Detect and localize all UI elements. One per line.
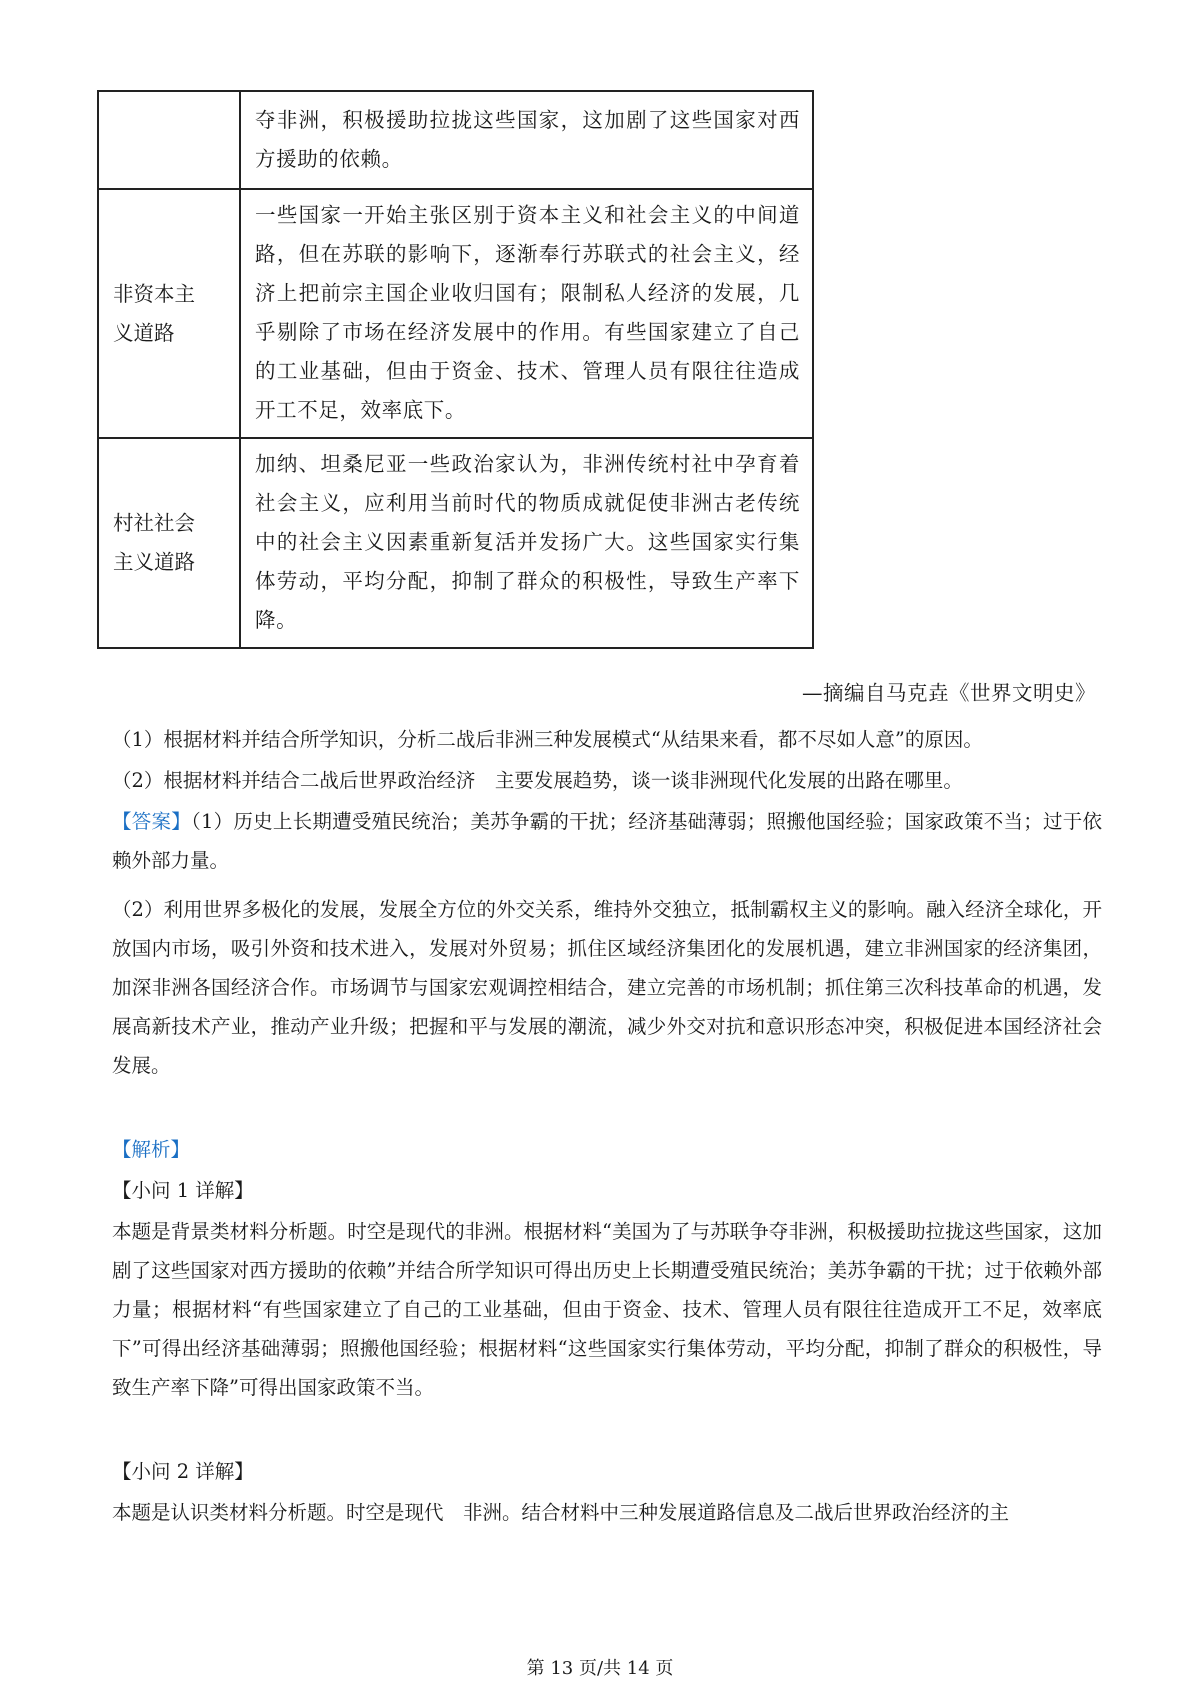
row-text: 一些国家一开始主张区别于资本主义和社会主义的中间道路，但在苏联的影响下，逐渐奉行苏联式的社会主义，经济上把前宗主国企业收归国有；限制私人经济的发展，几乎剔除了市场在经济发展中的作用。有些国家建立了自己的工业基础，但由于资金、技术、管理人员有限往往造成开工不足，效率底下。 [240, 189, 813, 438]
page-footer: 第 13 页/共 14 页 [526, 1658, 674, 1679]
row-label: 非资本主义道路 [98, 189, 240, 438]
question-1: （1）根据材料并结合所学知识，分析二战后非洲三种发展模式“从结果来看，都不尽如人意”的原因。 [112, 728, 983, 751]
subquestion-2-title: 【小问 2 详解】 [112, 1460, 254, 1483]
row-label [98, 91, 240, 189]
table-row [98, 91, 813, 189]
table-row [98, 189, 813, 438]
answer-text-1: （1）历史上长期遭受殖民统治；美苏争霸的干扰；经济基础薄弱；照搬他国经验；国家政策不当；过于依赖外部力量。 [112, 810, 1102, 872]
source-citation: —摘编自马克垚《世界文明史》 [802, 681, 1096, 705]
material-table [97, 90, 814, 649]
subquestion-1-text: 本题是背景类材料分析题。时空是现代的非洲。根据材料“美国为了与苏联争夺非洲，积极援助拉拢这些国家，这加剧了这些国家对西方援助的依赖”并结合所学知识可得出历史上长期遭受殖民统治；美苏争霸的干扰；过于依赖外部力量；根据材料“有些国家建立了自己的工业基础，但由于资金、技术、管理人员有限往往造成开工不足，效率底下”可得出经济基础薄弱；照搬他国经验；根据材料“这些国家实行集体劳动，平均分配，抑制了群众的积极性，导致生产率下降”可得出国家政策不当。 [112, 1220, 1102, 1399]
analysis-tag: 【解析】 [112, 1138, 191, 1161]
row-label: 村社社会主义道路 [98, 438, 240, 648]
table-row [98, 438, 813, 648]
row-text: 夺非洲，积极援助拉拢这些国家，这加剧了这些国家对西方援助的依赖。 [240, 91, 813, 189]
answer-part-2: （2）利用世界多极化的发展，发展全方位的外交关系，维持外交独立，抵制霸权主义的影响。融入经济全球化，开放国内市场，吸引外资和技术进入，发展对外贸易；抓住区域经济集团化的发展机遇，建立非洲国家的经济集团，加深非洲各国经济合作。市场调节与国家宏观调控相结合，建立完善的市场机制；抓住第三次科技革命的机遇，发展高新技术产业，推动产业升级；把握和平与发展的潮流，减少外交对抗和意识形态冲突，积极促进本国经济社会发展。 [112, 898, 1102, 1077]
subquestion-1-title: 【小问 1 详解】 [112, 1179, 254, 1202]
question-2: （2）根据材料并结合二战后世界政治经济 主要发展趋势，谈一谈非洲现代化发展的出路在哪里。 [112, 769, 963, 792]
subquestion-2-text: 本题是认识类材料分析题。时空是现代 非洲。结合材料中三种发展道路信息及二战后世界政治经济的主 [112, 1501, 1010, 1524]
row-text: 加纳、坦桑尼亚一些政治家认为，非洲传统村社中孕育着社会主义，应利用当前时代的物质成就促使非洲古老传统中的社会主义因素重新复活并发扬广大。这些国家实行集体劳动，平均分配，抑制了群众的积极性，导致生产率下降。 [240, 438, 813, 648]
answer-tag: 【答案】 [112, 810, 191, 833]
answer-part-1 [112, 802, 1102, 880]
